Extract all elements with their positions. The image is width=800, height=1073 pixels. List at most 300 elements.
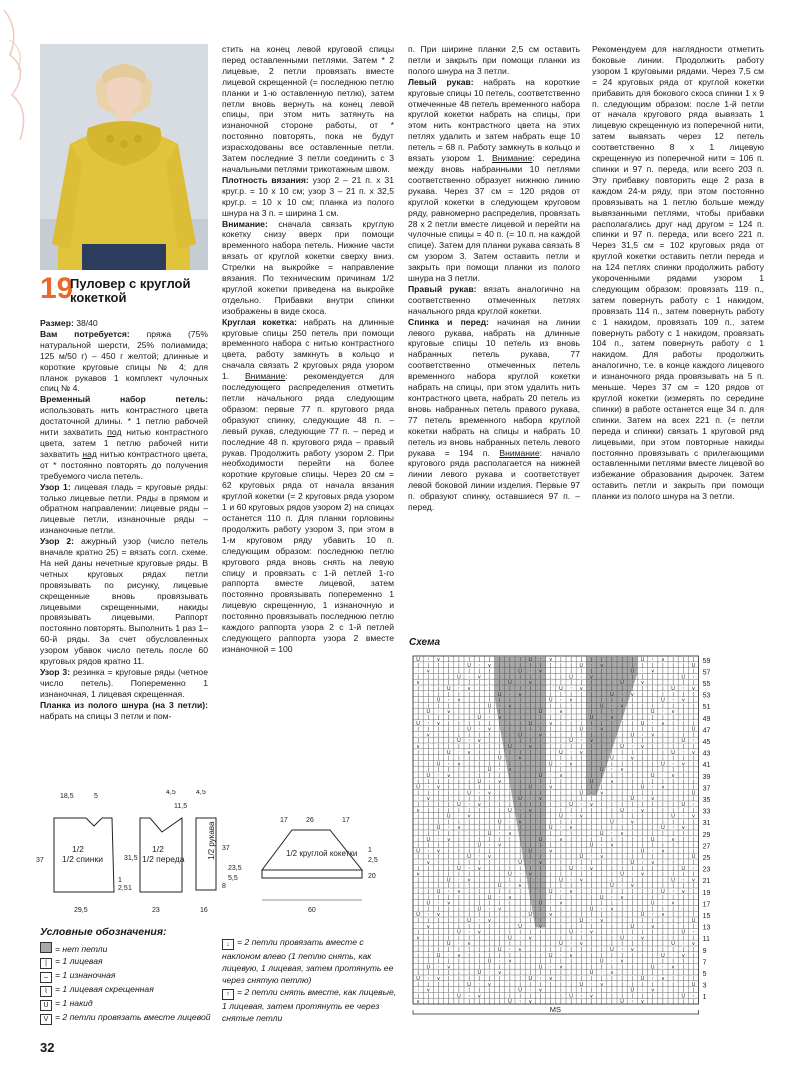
svg-text:|: | [458, 918, 460, 924]
svg-text:|: | [682, 854, 684, 861]
svg-text:|: | [621, 923, 623, 930]
svg-text:|: | [601, 732, 603, 739]
svg-text:↑: ↑ [529, 860, 532, 866]
svg-text:|: | [580, 778, 582, 785]
svg-text:U: U [508, 807, 512, 814]
svg-text:|: | [682, 871, 684, 878]
svg-text:|: | [519, 738, 521, 745]
svg-text:|: | [488, 987, 491, 994]
svg-text:|: | [611, 877, 613, 884]
svg-text:|: | [417, 964, 419, 971]
svg-text:|: | [631, 825, 633, 832]
svg-text:↑: ↑ [478, 854, 481, 861]
svg-text:|: | [509, 796, 511, 803]
svg-text:|: | [672, 929, 674, 936]
svg-text:|: | [468, 970, 470, 977]
svg-text:|: | [448, 790, 450, 797]
svg-text:|: | [448, 912, 450, 919]
svg-text:|: | [611, 871, 613, 878]
svg-text:↑: ↑ [508, 883, 512, 890]
svg-text:↑: ↑ [631, 999, 634, 1006]
svg-text:|: | [468, 784, 470, 791]
back-label: 1/2 [72, 844, 84, 854]
svg-text:|: | [509, 726, 511, 733]
svg-text:|: | [672, 918, 674, 924]
svg-text:|: | [458, 987, 460, 994]
svg-text:↑: ↑ [661, 964, 665, 971]
svg-text:U: U [467, 662, 471, 669]
svg-text:|: | [550, 807, 552, 814]
row-number: 23 [702, 866, 711, 874]
svg-text:|: | [560, 726, 562, 733]
svg-text:↑: ↑ [651, 976, 654, 982]
svg-text:↑: ↑ [539, 848, 542, 855]
svg-text:|: | [437, 680, 440, 687]
svg-text:|: | [580, 889, 582, 895]
svg-text:|: | [590, 900, 593, 907]
svg-text:∨: ∨ [681, 889, 686, 895]
svg-text:|: | [672, 848, 674, 855]
svg-text:|: | [529, 761, 531, 768]
svg-text:∨: ∨ [599, 662, 604, 669]
svg-text:|: | [478, 761, 480, 768]
svg-text:|: | [499, 918, 501, 924]
svg-text:|: | [519, 831, 521, 837]
svg-text:|: | [641, 686, 644, 692]
svg-text:∨: ∨ [467, 877, 471, 884]
svg-text:|: | [631, 761, 633, 768]
svg-text:|: | [662, 987, 664, 994]
svg-text:|: | [611, 697, 613, 704]
svg-text:|: | [417, 929, 419, 936]
svg-text:|: | [601, 755, 603, 762]
svg-text:|: | [621, 981, 623, 988]
svg-text:|: | [519, 958, 521, 965]
svg-text:|: | [611, 900, 613, 907]
page-number: 32 [40, 1040, 55, 1055]
svg-text:|: | [437, 958, 440, 965]
svg-text:|: | [570, 668, 572, 675]
svg-text:|: | [652, 894, 654, 901]
svg-text:|: | [509, 813, 511, 820]
svg-text:∨: ∨ [497, 906, 502, 913]
svg-text:|: | [631, 802, 633, 808]
svg-text:|: | [570, 744, 572, 750]
svg-text:|: | [539, 819, 542, 826]
svg-text:|: | [478, 871, 480, 878]
svg-text:|: | [570, 831, 572, 837]
svg-text:|: | [427, 999, 429, 1006]
svg-text:|: | [682, 732, 684, 739]
svg-text:↑: ↑ [478, 981, 481, 988]
svg-text:|: | [672, 802, 674, 808]
svg-text:|: | [631, 657, 633, 663]
svg-text:↑: ↑ [549, 836, 552, 843]
svg-text:|: | [580, 935, 582, 942]
svg-text:|: | [509, 715, 511, 721]
svg-text:|: | [590, 773, 593, 779]
svg-text:↑: ↑ [416, 860, 420, 866]
svg-text:|: | [448, 906, 450, 913]
svg-text:|: | [448, 958, 450, 965]
svg-text:U: U [538, 773, 543, 779]
svg-text:|: | [539, 825, 542, 832]
row-number: 49 [702, 715, 711, 723]
svg-text:|: | [468, 900, 470, 907]
svg-text:U: U [610, 947, 614, 953]
svg-text:|: | [590, 923, 593, 930]
svg-text:|: | [448, 767, 450, 774]
svg-text:|: | [478, 831, 480, 837]
svg-text:|: | [478, 900, 480, 907]
svg-text:|: | [662, 871, 664, 878]
svg-text:∨: ∨ [436, 657, 441, 663]
svg-text:|: | [437, 923, 440, 930]
svg-text:|: | [427, 906, 429, 913]
svg-text:|: | [601, 720, 603, 727]
svg-text:|: | [519, 726, 521, 733]
svg-text:|: | [652, 865, 654, 872]
svg-text:|: | [631, 900, 633, 907]
svg-text:↑: ↑ [447, 825, 450, 832]
svg-text:|: | [641, 993, 644, 1000]
svg-text:|: | [611, 923, 613, 930]
svg-text:U: U [671, 749, 675, 756]
svg-text:|: | [641, 900, 644, 907]
svg-text:U: U [467, 854, 471, 861]
svg-text:|: | [550, 662, 552, 669]
svg-text:U: U [416, 657, 420, 663]
svg-text:|: | [448, 929, 450, 936]
svg-text:|: | [529, 674, 531, 681]
svg-text:|: | [437, 807, 440, 814]
svg-text:∨: ∨ [589, 674, 594, 681]
svg-text:|: | [550, 894, 552, 901]
svg-text:|: | [437, 842, 440, 849]
svg-text:|: | [672, 999, 674, 1006]
svg-text:|: | [682, 842, 684, 849]
paragraph: Узор 1: лицевая гладь = круговые ряды: только лицевые петли. Ряды в прямом и обратном направлении: лицевые ряды – лицевые петли, изнаночные ряды – изнаночные петли. [40, 481, 208, 536]
svg-text:|: | [570, 987, 572, 994]
svg-text:|: | [509, 773, 511, 779]
svg-text:|: | [539, 889, 542, 895]
svg-text:|: | [427, 993, 429, 1000]
svg-text:↑: ↑ [488, 715, 491, 721]
svg-text:|: | [519, 889, 521, 895]
svg-text:|: | [437, 802, 440, 808]
svg-text:|: | [682, 918, 684, 924]
pattern-number: 19 [40, 272, 74, 305]
dim-back-top: 18,5 [60, 793, 74, 800]
svg-text:|: | [509, 657, 511, 663]
svg-text:∨: ∨ [579, 941, 584, 948]
svg-text:↑: ↑ [641, 987, 644, 994]
svg-text:|: | [590, 749, 593, 756]
svg-text:|: | [539, 715, 542, 721]
svg-text:U: U [508, 680, 512, 687]
svg-text:|: | [519, 877, 521, 884]
svg-text:∨: ∨ [559, 964, 563, 971]
svg-text:|: | [692, 778, 695, 785]
svg-text:|: | [499, 697, 501, 704]
svg-text:|: | [682, 894, 684, 901]
svg-text:|: | [539, 947, 542, 953]
svg-text:U: U [416, 976, 420, 982]
svg-text:|: | [550, 923, 552, 930]
svg-text:|: | [682, 807, 684, 814]
svg-text:|: | [580, 784, 582, 791]
svg-text:∨: ∨ [426, 796, 431, 803]
svg-text:∨: ∨ [446, 709, 451, 716]
svg-text:|: | [468, 767, 470, 774]
svg-text:↑: ↑ [467, 674, 471, 681]
svg-text:∨: ∨ [640, 744, 645, 750]
svg-text:|: | [631, 662, 633, 669]
svg-text:↑: ↑ [651, 657, 654, 663]
chart-title: Схема [409, 637, 441, 648]
svg-text:|: | [437, 906, 440, 913]
svg-text:|: | [499, 744, 501, 750]
svg-text:|: | [458, 819, 460, 826]
svg-text:|: | [672, 958, 674, 965]
svg-text:∨: ∨ [477, 802, 482, 808]
svg-text:|: | [417, 825, 419, 832]
svg-text:|: | [437, 883, 440, 890]
svg-text:|: | [570, 860, 572, 866]
svg-text:↑: ↑ [478, 662, 481, 669]
svg-text:|: | [682, 848, 684, 855]
svg-text:|: | [672, 755, 674, 762]
row-number: 27 [702, 843, 711, 851]
svg-text:U: U [436, 761, 441, 768]
svg-text:|: | [478, 923, 480, 930]
svg-text:|: | [417, 691, 419, 698]
svg-text:|: | [488, 732, 491, 739]
svg-text:↑: ↑ [437, 836, 440, 843]
svg-text:|: | [478, 894, 480, 901]
svg-text:|: | [560, 865, 562, 872]
svg-text:|: | [427, 726, 429, 733]
svg-text:|: | [652, 952, 654, 959]
svg-text:|: | [621, 900, 623, 907]
svg-text:|: | [662, 894, 664, 901]
svg-text:|: | [590, 877, 593, 884]
svg-text:↑: ↑ [569, 813, 573, 820]
svg-text:|: | [478, 813, 480, 820]
svg-text:|: | [499, 680, 501, 687]
svg-text:|: | [590, 796, 593, 803]
svg-text:U: U [477, 715, 482, 721]
svg-text:|: | [601, 813, 603, 820]
svg-text:|: | [529, 778, 531, 785]
svg-text:|: | [509, 668, 511, 675]
svg-text:|: | [458, 976, 460, 982]
svg-text:∨: ∨ [661, 720, 665, 727]
svg-text:|: | [560, 993, 562, 1000]
svg-text:∨: ∨ [661, 848, 665, 855]
svg-text:|: | [601, 848, 603, 855]
svg-text:|: | [570, 680, 572, 687]
svg-text:|: | [478, 947, 480, 953]
svg-text:|: | [611, 680, 613, 687]
svg-text:|: | [621, 674, 623, 681]
svg-text:∨: ∨ [497, 778, 502, 785]
svg-text:|: | [590, 952, 593, 959]
svg-text:U: U [467, 726, 471, 733]
svg-text:∨: ∨ [528, 744, 533, 750]
svg-text:|: | [458, 778, 460, 785]
svg-text:|: | [662, 947, 664, 953]
svg-text:∨: ∨ [528, 935, 533, 942]
svg-text:|: | [601, 877, 603, 884]
svg-text:↑: ↑ [610, 831, 614, 837]
sleeve-label: 1/2 рукава [207, 821, 216, 860]
repeat-label: MS [549, 1005, 562, 1014]
svg-text:|: | [448, 796, 450, 803]
svg-text:|: | [601, 865, 603, 872]
svg-text:|: | [570, 790, 572, 797]
svg-text:U: U [589, 970, 594, 977]
svg-text:|: | [662, 958, 664, 965]
svg-text:|: | [488, 697, 491, 704]
svg-text:|: | [488, 813, 491, 820]
svg-text:|: | [662, 755, 664, 762]
svg-text:|: | [458, 709, 460, 716]
svg-text:|: | [499, 848, 501, 855]
svg-text:|: | [692, 935, 695, 942]
svg-text:|: | [682, 819, 684, 826]
svg-text:|: | [641, 970, 644, 977]
yoke-label: 1/2 круглой кокетки [286, 849, 358, 858]
svg-text:|: | [488, 999, 491, 1006]
svg-text:|: | [468, 889, 470, 895]
svg-text:|: | [509, 738, 511, 745]
svg-text:|: | [468, 703, 470, 710]
row-number: 25 [702, 855, 711, 862]
svg-text:∨: ∨ [436, 848, 441, 855]
svg-text:|: | [611, 889, 613, 895]
svg-text:↑: ↑ [539, 976, 542, 982]
svg-text:|: | [468, 958, 470, 965]
svg-text:|: | [550, 755, 552, 762]
svg-text:|: | [519, 662, 521, 669]
svg-text:∨: ∨ [446, 773, 451, 779]
svg-text:|: | [488, 755, 491, 762]
svg-text:|: | [601, 929, 603, 936]
svg-text:|: | [672, 865, 674, 872]
svg-text:|: | [682, 923, 684, 930]
svg-text:|: | [601, 952, 603, 959]
svg-text:|: | [590, 831, 593, 837]
svg-text:|: | [529, 906, 531, 913]
svg-text:|: | [631, 738, 633, 745]
svg-text:|: | [672, 738, 674, 745]
svg-text:↑: ↑ [416, 987, 420, 994]
svg-text:|: | [499, 923, 501, 930]
svg-text:|: | [570, 732, 572, 739]
svg-text:|: | [570, 691, 572, 698]
svg-text:|: | [458, 947, 460, 953]
svg-text:|: | [519, 894, 521, 901]
svg-text:|: | [682, 744, 684, 750]
svg-text:U: U [436, 697, 441, 704]
svg-text:|: | [631, 703, 633, 710]
svg-text:|: | [458, 773, 460, 779]
svg-text:∨: ∨ [681, 952, 686, 959]
svg-text:|: | [519, 900, 521, 907]
svg-text:|: | [427, 941, 429, 948]
svg-text:U: U [559, 813, 563, 820]
svg-text:|: | [682, 860, 684, 866]
svg-text:|: | [448, 999, 450, 1006]
svg-text:|: | [448, 976, 450, 982]
svg-text:|: | [682, 773, 684, 779]
svg-text:|: | [417, 906, 419, 913]
svg-text:|: | [437, 860, 440, 866]
svg-text:|: | [631, 889, 633, 895]
svg-text:|: | [499, 732, 501, 739]
svg-text:∨: ∨ [569, 761, 573, 768]
svg-text:|: | [652, 999, 654, 1006]
svg-text:|: | [468, 871, 470, 878]
svg-text:U: U [457, 674, 461, 681]
svg-text:↑: ↑ [671, 825, 675, 832]
svg-text:|: | [437, 744, 440, 750]
svg-text:|: | [539, 755, 542, 762]
svg-text:|: | [652, 726, 654, 733]
svg-text:|: | [529, 993, 531, 1000]
svg-text:|: | [611, 854, 613, 861]
svg-text:|: | [662, 767, 664, 774]
svg-text:|: | [652, 738, 654, 745]
svg-text:↑: ↑ [580, 802, 583, 808]
svg-text:|: | [437, 755, 440, 762]
svg-text:|: | [611, 999, 613, 1006]
svg-text:|: | [621, 889, 623, 895]
svg-text:|: | [682, 831, 684, 837]
legend-symbol-icon [40, 942, 52, 953]
svg-text:|: | [662, 877, 664, 884]
svg-text:|: | [468, 987, 470, 994]
svg-text:|: | [621, 836, 623, 843]
svg-text:|: | [580, 836, 582, 843]
svg-text:|: | [621, 761, 623, 768]
svg-text:|: | [499, 749, 501, 756]
svg-text:|: | [601, 825, 603, 832]
svg-text:|: | [468, 976, 470, 982]
svg-text:|: | [488, 976, 491, 982]
svg-text:|: | [601, 819, 603, 826]
svg-text:|: | [652, 778, 654, 785]
svg-text:|: | [550, 860, 552, 866]
svg-text:|: | [417, 819, 419, 826]
svg-text:U: U [671, 686, 675, 692]
svg-text:U: U [630, 923, 635, 930]
svg-text:|: | [427, 981, 429, 988]
svg-text:∨: ∨ [416, 999, 420, 1006]
row-number: 39 [702, 773, 711, 781]
svg-text:U: U [518, 987, 522, 994]
svg-text:|: | [682, 981, 684, 988]
svg-text:∨: ∨ [620, 767, 624, 774]
svg-text:|: | [692, 831, 695, 837]
svg-text:↑: ↑ [620, 947, 624, 953]
svg-text:|: | [427, 778, 429, 785]
svg-text:|: | [631, 709, 633, 716]
svg-text:U: U [446, 941, 451, 948]
svg-text:|: | [692, 970, 695, 977]
svg-text:U: U [508, 935, 512, 942]
